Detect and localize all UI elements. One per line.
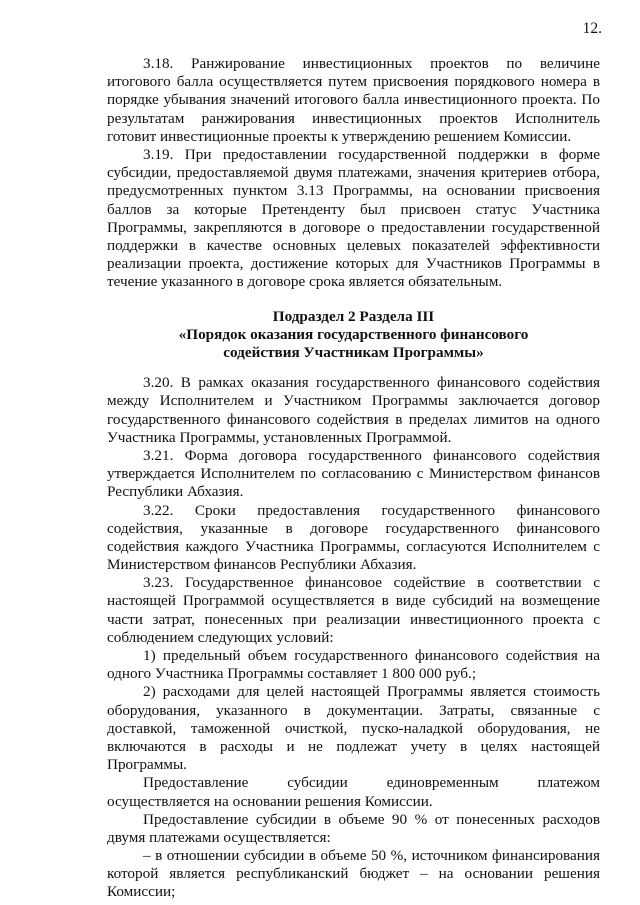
paragraph [107, 647, 600, 683]
heading-line: Подраздел 2 Раздела III [272, 308, 435, 326]
text-line: Программы. [107, 756, 187, 774]
text-line: двумя платежами осуществляется: [107, 828, 331, 846]
text-line: 3.20. В рамках оказания государственного финансового содействия [143, 374, 600, 392]
text-line: – в отношении субсидии в объеме 50 %, источником финансирования [143, 847, 600, 865]
text-line: Программы, закрепляются в договоре о предоставлении государственной [107, 218, 600, 236]
heading-line: «Порядок оказания государственного финансового [178, 326, 529, 344]
paragraph [107, 447, 600, 502]
text-line: соблюдением следующих условий: [107, 628, 334, 646]
text-line: 3.19. При предоставлении государственной поддержки в форме [143, 145, 600, 163]
paragraph [107, 502, 600, 575]
paragraphs-before-heading [107, 55, 600, 291]
text-line: предусмотренных пунктом 3.13 Программы, на основании присвоения [107, 182, 600, 200]
text-line: результатам ранжирования инвестиционных проектов Исполнитель [107, 109, 600, 127]
text-line: 3.18. Ранжирование инвестиционных проектов по величине [143, 55, 600, 72]
text-line: Предоставление субсидии в объеме 90 % от понесенных расходов [143, 810, 600, 828]
text-line: Министерством финансов Республики Абхазия. [107, 556, 417, 574]
text-line: осуществляется на основании решения Комиссии. [107, 792, 433, 810]
text-line: включаются в расходы и не подлежат учету в целях настоящей [107, 737, 600, 755]
text-line: Предоставление субсидии единовременным платежом [143, 774, 600, 792]
text-line: порядке убывания значений итогового балла инвестиционного проекта. По [107, 91, 600, 109]
heading-line: содействия Участникам Программы» [223, 343, 484, 361]
paragraph [107, 847, 600, 902]
text-line: Комиссии; [107, 883, 176, 901]
text-line: 3.21. Форма договора государственного финансового содействия [143, 446, 600, 464]
text-line: готовит инвестиционные проекты к утверждению решением Комиссии. [107, 127, 572, 145]
text-line: оборудования, указанного в документации. Затраты, связанные с [107, 701, 600, 719]
text-line: баллов за которые Претенденту был присвоен статус Участника [107, 200, 600, 218]
text-line: 3.23. Государственное финансовое содействие в соответствии с [143, 574, 600, 592]
section-heading [107, 308, 600, 361]
text-line: которой является республиканский бюджет – на основании решения [107, 865, 600, 883]
paragraph [107, 146, 600, 292]
paragraph [107, 55, 600, 146]
text-line: между Исполнителем и Участником Программы заключается договор [107, 392, 600, 410]
text-line: субсидии, предоставляемой двумя платежами, значения критериев отбора, [107, 164, 600, 182]
text-line: утверждается Исполнителем по согласованию с Министерством финансов [107, 465, 600, 483]
text-line: настоящей Программой осуществляется в виде субсидий на возмещение [107, 592, 600, 610]
paragraph [107, 574, 600, 647]
text-line: Участника Программы, установленных Программой. [107, 428, 452, 446]
text-line: доставкой, таможенной очисткой, пуско-наладкой оборудования, не [107, 719, 600, 737]
text-line: течение указанного в договоре срока является обязательным. [107, 273, 503, 291]
text-line: части затрат, понесенных при реализации инвестиционного проекта с [107, 610, 600, 628]
paragraph [107, 811, 600, 847]
text-line: содействия, указанные в договоре государственного финансового [107, 519, 600, 537]
text-line: содействия каждого Участника Программы, согласуются Исполнителем с [107, 537, 600, 555]
paragraph [107, 683, 600, 774]
text-line: 3.22. Сроки предоставления государственного финансового [143, 501, 600, 519]
text-line: государственного финансового содействия в пределах лимитов на одного [107, 410, 600, 428]
text-line: одного Участника Программы составляет 1 800 000 руб.; [107, 665, 477, 683]
text-line: итогового балла осуществляется путем присвоения порядкового номера в [107, 73, 600, 91]
text-line: Республики Абхазия. [107, 483, 244, 501]
paragraphs-after-heading [107, 374, 600, 901]
paragraph [107, 374, 600, 447]
page-number: 12. [582, 20, 602, 37]
document-body [107, 55, 600, 902]
text-line: 1) предельный объем государственного финансового содействия на [143, 647, 600, 665]
text-line: поддержки в качестве основных целевых показателей эффективности [107, 236, 600, 254]
text-line: 2) расходами для целей настоящей Программы является стоимость [143, 683, 600, 701]
text-line: реализации проекта, достижение которых для Участников Программы в [107, 255, 600, 273]
paragraph [107, 774, 600, 810]
